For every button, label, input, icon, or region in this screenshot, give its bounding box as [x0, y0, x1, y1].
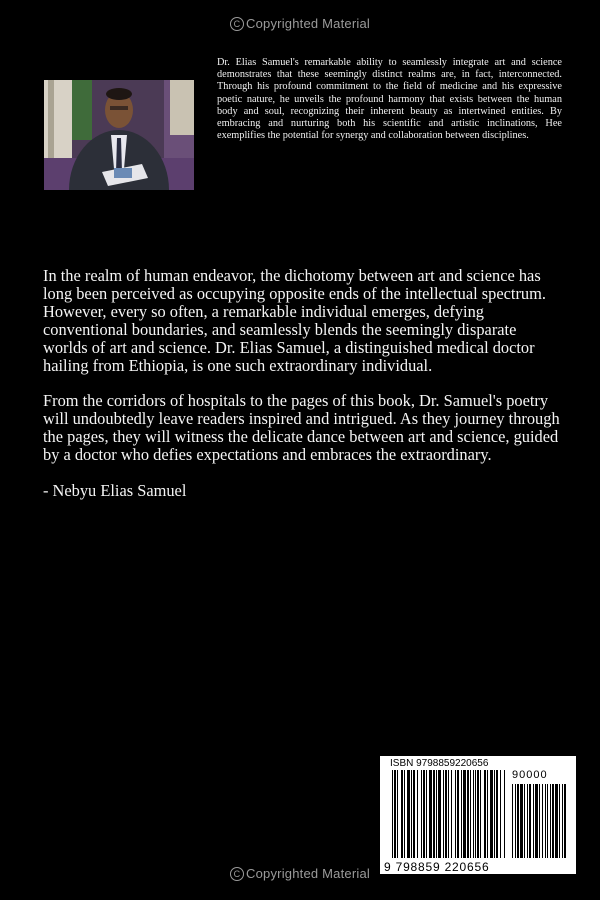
- isbn-barcode: [380, 756, 576, 874]
- barcode-bars: [380, 756, 576, 874]
- author-signature: - Nebyu Elias Samuel: [43, 481, 187, 500]
- price-addon-label: 90000: [512, 769, 548, 781]
- copyright-icon: C: [230, 867, 244, 881]
- back-cover-text: [43, 267, 563, 517]
- author-photo: [44, 80, 194, 190]
- isbn-label: ISBN 9798859220656: [390, 758, 489, 769]
- copyright-watermark-bottom: [0, 866, 600, 881]
- ean-digits: 9 798859 220656: [384, 860, 490, 874]
- author-photo-image: [44, 80, 194, 190]
- watermark-text: Copyrighted Material: [246, 16, 370, 31]
- copyright-icon: C: [230, 17, 244, 31]
- intro-paragraph: In the realm of human endeavor, the dichotomy between art and science has long been perceived as occupying opposite ends of the intellectual spectrum. However, every so often, a remarkable individual emerges, defying conventional boundaries, and seamlessly blends the seemingly disparate worlds of art and science. Dr. Elias Samuel, a distinguished medical doctor hailing from Ethiopia, is one such extraordinary individual.: [43, 266, 546, 375]
- copyright-watermark-top: [0, 16, 600, 31]
- author-bio: Dr. Elias Samuel's remarkable ability to seamlessly integrate art and science demonstrates that these seemingly distinct realms are, in fact, interconnected. Through his profound commitment to the field of medicine and his expressive poetic nature, he unveils the profound harmony that exists between the human body and soul, recognizing their inherent beauty as intertwined entities. By embracing and nurturing both his scientific and artistic inclinations, Hee exemplifies the potential for synergy and collaboration between disciplines.: [217, 57, 562, 142]
- second-paragraph: From the corridors of hospitals to the pages of this book, Dr. Samuel's poetry will undoubtedly leave readers inspired and intrigued. As they journey through the pages, they will witness the delicate dance between art and science, guided by a doctor who defies expectations and embraces the extraordinary.: [43, 391, 560, 464]
- watermark-text: Copyrighted Material: [246, 866, 370, 881]
